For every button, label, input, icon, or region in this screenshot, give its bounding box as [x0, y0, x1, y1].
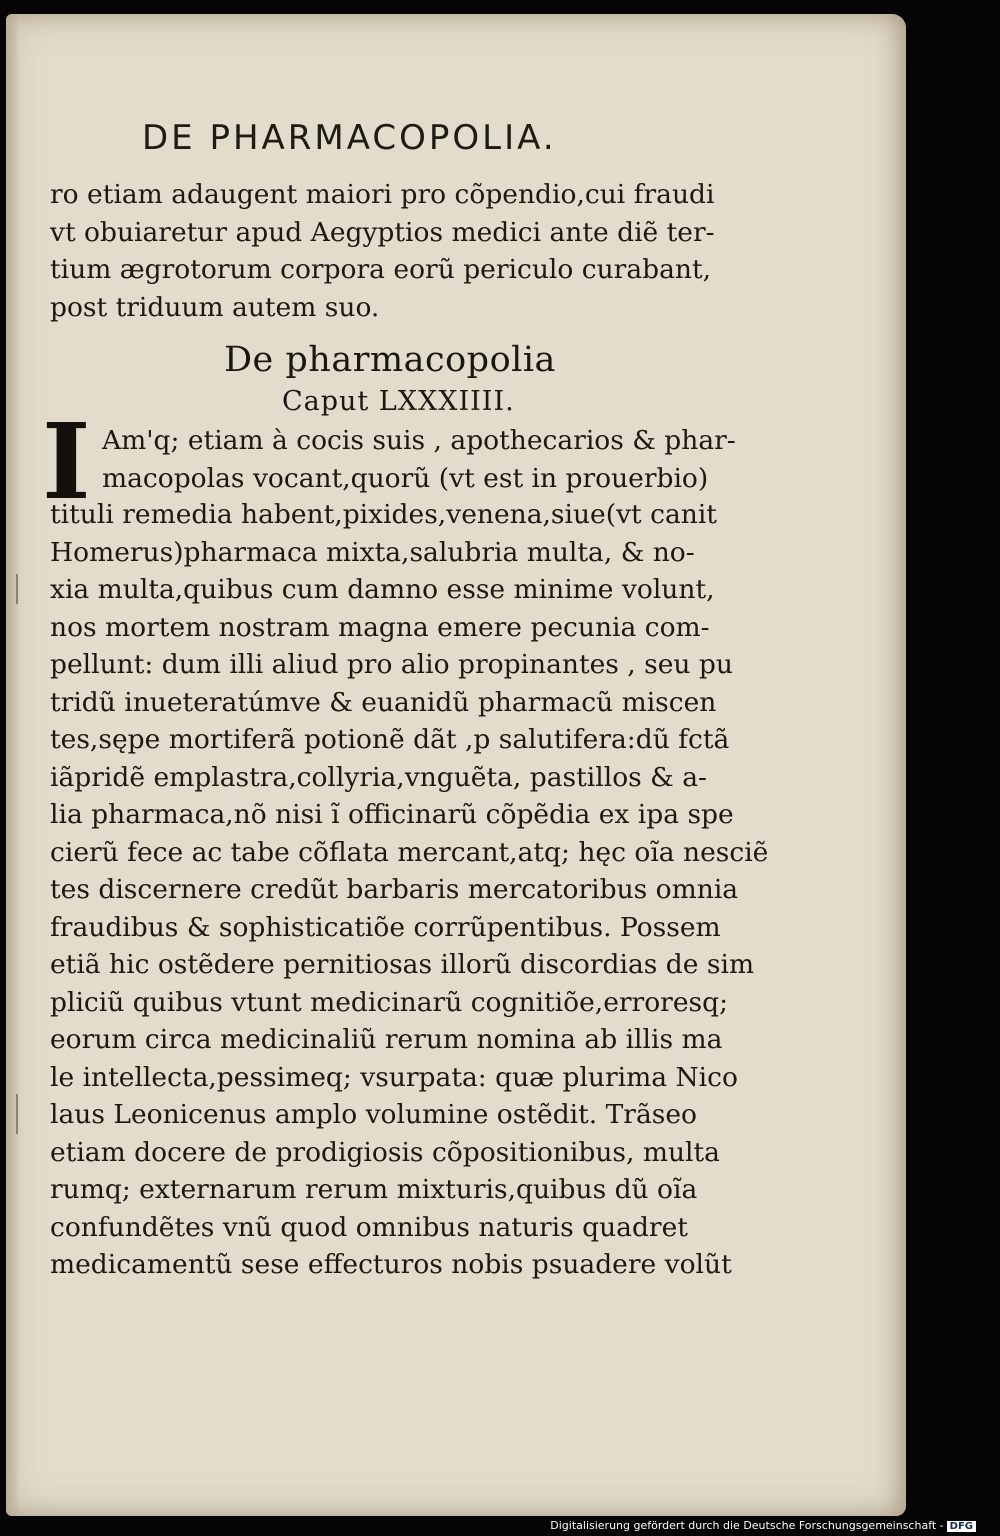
chapter-title: De pharmacopolia [224, 340, 556, 380]
text-line: etiam docere de prodigiosis cõpositionibus, multa [50, 1136, 720, 1168]
text-line: confundẽtes vnũ quod omnibus naturis quadret [50, 1211, 688, 1243]
text-line: pellunt: dum illi aliud pro alio propinantes , seu pu [50, 649, 733, 680]
text-line: pliciũ quibus vtunt medicinarũ cognitiõe,erroresq; [50, 986, 729, 1018]
text-line: le intellecta,pessimeq; vsurpata: quæ plurima Nico [50, 1061, 738, 1093]
text-line: Homerus)pharmaca mixta,salubria multa, & no- [50, 536, 695, 568]
first-lines [102, 422, 742, 497]
text-line: post triduum autem suo. [50, 291, 380, 323]
text-line: rumq; externarum rerum mixturis,quibus dũ oĩa [50, 1174, 698, 1205]
text-line: cierũ fece ac tabe cõflata mercant,atq; hęc oĩa nesciẽ [50, 836, 769, 868]
text-line: vt obuiaretur apud Aegyptios medici ante diẽ ter- [50, 216, 715, 248]
running-head: DE PHARMACOPOLIA. [142, 118, 557, 158]
digitization-credit [550, 1519, 976, 1532]
book-page [6, 14, 906, 1516]
text-line: tes discernere credũt barbaris mercatoribus omnia [50, 874, 739, 905]
margin-stain [16, 1094, 18, 1134]
text-line: Am'q; etiam à cocis suis , apothecarios & phar- [102, 425, 736, 456]
text-line: tridũ inueteratúmve & euanidũ pharmacũ miscen [50, 686, 717, 718]
text-line: ro etiam adaugent maiori pro cõpendio,cui fraudi [50, 179, 715, 210]
text-line: macopolas vocant,quorũ (vt est in prouerbio) [102, 462, 709, 494]
text-line: xia multa,quibus cum damno esse minime volunt, [50, 574, 715, 605]
margin-stain [16, 574, 18, 604]
text-line: nos mortem nostram magna emere pecunia com- [50, 611, 710, 643]
text-line: iãpridẽ emplastra,collyria,vnguẽta, pastillos & a- [50, 761, 707, 793]
credit-text: Digitalisierung gefördert durch die Deutsche Forschungsgemeinschaft - [550, 1519, 944, 1532]
text-line: tes,sępe mortiferã potionẽ dãt ,p salutifera:dũ fctã [50, 724, 730, 755]
text-line: fraudibus & sophisticatiõe corrũpentibus. Possem [50, 911, 721, 943]
chapter-subtitle: Caput LXXXIIII. [282, 386, 515, 417]
body-paragraph [50, 496, 769, 1284]
text-line: medicamentũ sese effecturos nobis psuadere volũt [50, 1249, 732, 1280]
text-line: eorum circa medicinaliũ rerum nomina ab illis ma [50, 1024, 723, 1055]
text-line: tituli remedia habent,pixides,venena,siue(vt canit [50, 499, 717, 530]
text-line: laus Leonicenus amplo volumine ostẽdit. Trãseo [50, 1099, 698, 1130]
dfg-logo: DFG [947, 1521, 976, 1532]
text-line: lia pharmaca,nõ nisi ĩ officinarũ cõpẽdia ex ipa spe [50, 799, 734, 830]
text-line: etiã hic ostẽdere pernitiosas illorũ discordias de sim [50, 949, 755, 980]
intro-paragraph [50, 176, 750, 326]
drop-cap: I [42, 400, 91, 523]
text-line: tium ægrotorum corpora eorũ periculo curabant, [50, 254, 712, 285]
